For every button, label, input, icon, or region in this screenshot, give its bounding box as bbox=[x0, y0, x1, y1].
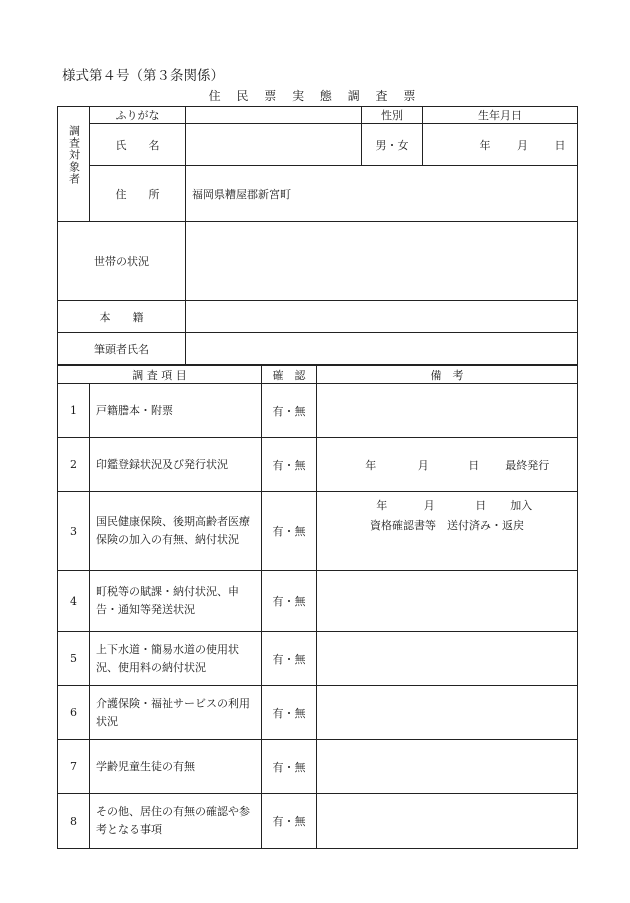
gender-choice[interactable]: 男・女 bbox=[362, 124, 423, 166]
birthdate-label: 生年月日 bbox=[423, 107, 578, 124]
gender-label: 性別 bbox=[362, 107, 423, 124]
item-confirm-choice[interactable]: 有・無 bbox=[262, 384, 317, 438]
subject-group-label: 調査対象者 bbox=[67, 125, 81, 185]
item-remarks-field[interactable] bbox=[317, 740, 578, 794]
table-row bbox=[58, 632, 578, 686]
form-number-label: 様式第４号（第３条関係） bbox=[62, 68, 224, 84]
remarks-year-unit: 年 bbox=[365, 458, 377, 472]
subject-table bbox=[57, 106, 578, 365]
table-row bbox=[58, 384, 578, 438]
item-text: その他、居住の有無の確認や参考となる事項 bbox=[90, 794, 262, 849]
item-confirm-choice[interactable]: 有・無 bbox=[262, 571, 317, 632]
household-field[interactable] bbox=[186, 222, 578, 301]
household-label: 世帯の状況 bbox=[58, 222, 186, 301]
remarks-enrollment-line bbox=[317, 496, 577, 516]
name-label: 氏 名 bbox=[90, 124, 186, 166]
remarks-month-unit: 月 bbox=[417, 458, 429, 472]
birth-day-unit: 日 bbox=[554, 138, 566, 152]
remarks-day-unit: 日 bbox=[475, 499, 487, 512]
item-remarks-field[interactable] bbox=[317, 794, 578, 849]
table-row bbox=[58, 740, 578, 794]
item-confirm-choice[interactable]: 有・無 bbox=[262, 632, 317, 686]
item-number: 6 bbox=[58, 686, 90, 740]
birth-year-unit: 年 bbox=[479, 138, 491, 152]
head-of-household-field[interactable] bbox=[186, 333, 578, 365]
item-text: 町税等の賦課・納付状況、申告・通知等発送状況 bbox=[90, 571, 262, 632]
furigana-field[interactable] bbox=[186, 107, 362, 124]
item-confirm-choice[interactable]: 有・無 bbox=[262, 686, 317, 740]
remarks-certificate-status: 資格確認書等 送付済み・返戻 bbox=[370, 519, 524, 532]
survey-items-table bbox=[57, 365, 578, 849]
item-remarks-field[interactable] bbox=[317, 632, 578, 686]
name-field[interactable] bbox=[186, 124, 362, 166]
head-of-household-label: 筆頭者氏名 bbox=[58, 333, 186, 365]
table-row bbox=[58, 686, 578, 740]
item-number: 3 bbox=[58, 492, 90, 571]
table-row bbox=[58, 438, 578, 492]
address-label: 住 所 bbox=[90, 166, 186, 222]
item-number: 8 bbox=[58, 794, 90, 849]
item-number: 5 bbox=[58, 632, 90, 686]
item-confirm-choice[interactable]: 有・無 bbox=[262, 740, 317, 794]
item-confirm-choice[interactable]: 有・無 bbox=[262, 794, 317, 849]
birth-month-unit: 月 bbox=[517, 138, 528, 152]
item-confirm-choice[interactable]: 有・無 bbox=[262, 492, 317, 571]
item-confirm-choice[interactable]: 有・無 bbox=[262, 438, 317, 492]
table-row bbox=[58, 794, 578, 849]
item-text: 学齢児童生徒の有無 bbox=[90, 740, 262, 794]
item-text: 介護保険・福祉サービスの利用状況 bbox=[90, 686, 262, 740]
item-text: 印鑑登録状況及び発行状況 bbox=[90, 438, 262, 492]
birthdate-field[interactable] bbox=[423, 124, 578, 166]
item-number: 2 bbox=[58, 438, 90, 492]
items-header-item: 調 査 項 目 bbox=[58, 366, 262, 384]
document-title: 住 民 票 実 態 調 査 票 bbox=[208, 89, 422, 103]
item-text: 国民健康保険、後期高齢者医療保険の加入の有無、納付状況 bbox=[90, 492, 262, 571]
item-text: 戸籍謄本・附票 bbox=[90, 384, 262, 438]
honseki-label: 本 籍 bbox=[58, 301, 186, 333]
item-remarks-field[interactable] bbox=[317, 384, 578, 438]
remarks-enrolled: 加入 bbox=[510, 499, 533, 512]
remarks-year-unit: 年 bbox=[376, 499, 388, 512]
furigana-label: ふりがな bbox=[90, 107, 186, 124]
remarks-day-unit: 日 bbox=[468, 458, 480, 472]
item-remarks-field[interactable] bbox=[317, 571, 578, 632]
honseki-field[interactable] bbox=[186, 301, 578, 333]
table-row bbox=[58, 571, 578, 632]
item-remarks-field[interactable] bbox=[317, 686, 578, 740]
item-number: 4 bbox=[58, 571, 90, 632]
remarks-last-issued: 最終発行 bbox=[505, 458, 550, 472]
table-row bbox=[58, 492, 578, 571]
subject-group-label-cell bbox=[58, 107, 90, 222]
remarks-month-unit: 月 bbox=[423, 499, 435, 512]
item-text: 上下水道・簡易水道の使用状況、使用料の納付状況 bbox=[90, 632, 262, 686]
item-number: 7 bbox=[58, 740, 90, 794]
item-remarks-field[interactable] bbox=[317, 438, 578, 492]
item-remarks-field[interactable] bbox=[317, 492, 578, 571]
item-number: 1 bbox=[58, 384, 90, 438]
items-header-remarks: 備 考 bbox=[317, 366, 578, 384]
items-header-confirm: 確 認 bbox=[262, 366, 317, 384]
address-field[interactable]: 福岡県糟屋郡新宮町 bbox=[186, 166, 578, 222]
